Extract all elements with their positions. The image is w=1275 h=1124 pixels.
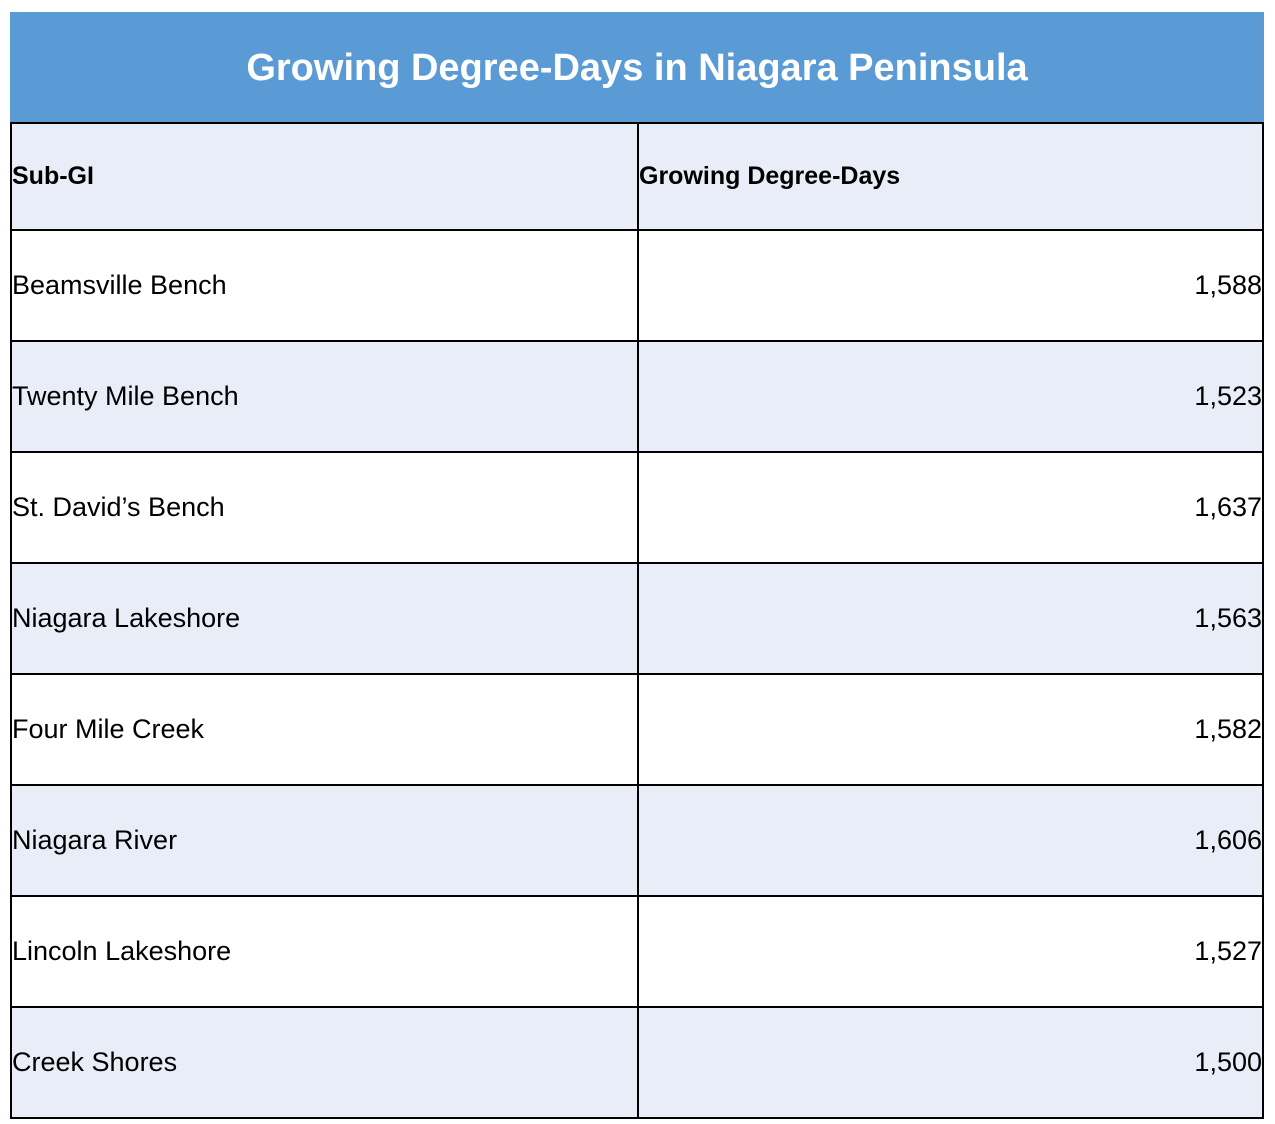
cell-sub-gi: Niagara River [11, 785, 638, 896]
table-row [11, 563, 1263, 674]
table-row [11, 230, 1263, 341]
cell-sub-gi: St. David’s Bench [11, 452, 638, 563]
column-header-growing-degree-days: Growing Degree-Days [638, 123, 1263, 230]
cell-sub-gi: Four Mile Creek [11, 674, 638, 785]
table-row [11, 896, 1263, 1007]
cell-sub-gi: Niagara Lakeshore [11, 563, 638, 674]
table-row [11, 674, 1263, 785]
cell-sub-gi: Lincoln Lakeshore [11, 896, 638, 1007]
table-row [11, 785, 1263, 896]
table-header-row [11, 123, 1263, 230]
cell-gdd: 1,582 [638, 674, 1263, 785]
cell-sub-gi: Creek Shores [11, 1007, 638, 1118]
cell-gdd: 1,588 [638, 230, 1263, 341]
column-header-sub-gi: Sub-GI [11, 123, 638, 230]
table-row [11, 1007, 1263, 1118]
table-row [11, 341, 1263, 452]
cell-gdd: 1,523 [638, 341, 1263, 452]
cell-gdd: 1,500 [638, 1007, 1263, 1118]
cell-gdd: 1,637 [638, 452, 1263, 563]
cell-gdd: 1,606 [638, 785, 1263, 896]
page-title: Growing Degree-Days in Niagara Peninsula [11, 13, 1263, 123]
growing-degree-days-table [10, 12, 1264, 1119]
cell-sub-gi: Twenty Mile Bench [11, 341, 638, 452]
cell-gdd: 1,563 [638, 563, 1263, 674]
cell-gdd: 1,527 [638, 896, 1263, 1007]
cell-sub-gi: Beamsville Bench [11, 230, 638, 341]
table-title-row [11, 13, 1263, 123]
table-row [11, 452, 1263, 563]
